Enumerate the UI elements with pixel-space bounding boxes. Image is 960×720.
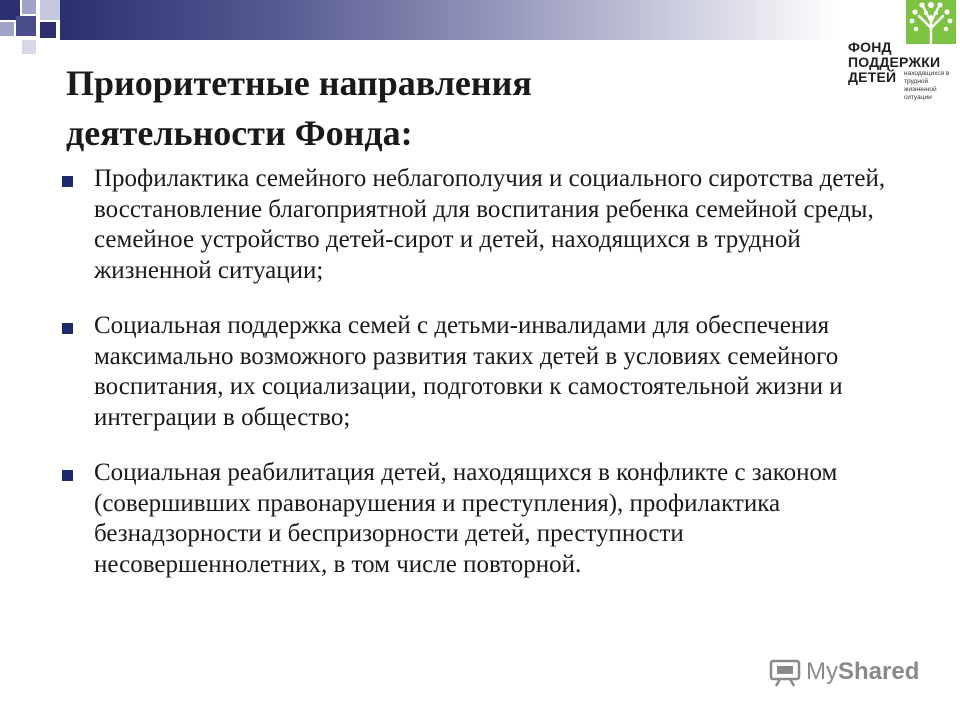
watermark-part-1: My — [806, 658, 838, 685]
watermark-part-2: Shared — [838, 658, 920, 685]
slide-title — [66, 58, 686, 158]
priority-list — [62, 164, 892, 580]
title-line-2: деятельности Фонда: — [66, 113, 413, 153]
list-item-text: Социальная поддержка семей с детьми-инвалидами для обеспечения максимально возможного развития таких детей в условиях семейного воспитания, их социализации, подготовки к самостоятельной жизни и интеграции в общество; — [94, 312, 843, 431]
foundation-logo — [848, 0, 960, 120]
list-item-text: Профилактика семейного неблагополучия и социального сиротства детей, восстановление благоприятной для воспитания ребенка семейной среды, семейное устройство детей-сирот и детей, находящихся в трудной жизненной ситуации; — [94, 165, 886, 284]
logo-subtitle: находящихся в трудной жизненной ситуации — [904, 70, 950, 101]
logo-word-detey: ДЕТЕЙ — [848, 69, 897, 85]
projector-icon — [768, 657, 802, 687]
tree-logo-icon — [906, 0, 956, 44]
list-item-text: Социальная реабилитация детей, находящихся в конфликте с законом (совершивших правонарушения и преступления), профилактика безнадзорности и беспризорности детей, преступности несовершеннолетних, в том числе повторной. — [94, 459, 838, 578]
square-bullet-icon — [62, 176, 73, 187]
logo-word-fond: ФОНД — [848, 39, 892, 55]
list-item — [62, 311, 892, 433]
square-bullet-icon — [62, 470, 73, 481]
header-gradient-bar — [60, 0, 840, 40]
square-bullet-icon — [62, 323, 73, 334]
myshared-watermark — [768, 654, 919, 690]
logo-word-podderzhki: ПОДДЕРЖКИ — [848, 54, 941, 70]
title-line-1: Приоритетные направления — [66, 63, 532, 103]
list-item — [62, 458, 892, 580]
list-item — [62, 164, 892, 286]
